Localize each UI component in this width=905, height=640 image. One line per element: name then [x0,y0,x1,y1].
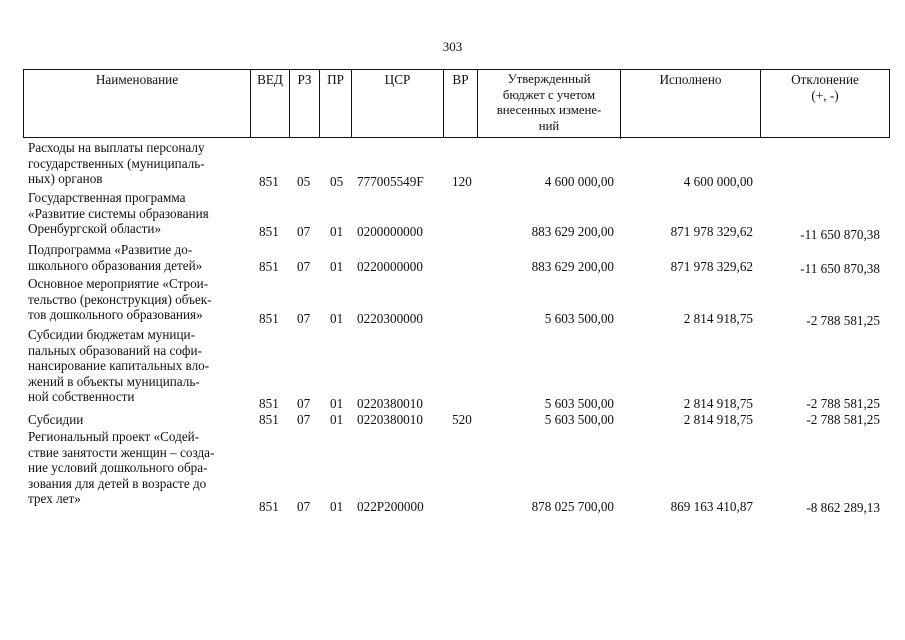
row-name-line: Оренбургской области» [28,221,162,236]
row-name-line: ных) органов [28,171,103,186]
row-name-line: Государственная программа [28,190,186,205]
row-csr: 022P200000 [357,499,424,514]
row-done: 2 814 918,75 [683,412,753,427]
row-name-line: «Развитие системы образования [28,205,209,221]
row-name-line: Субсидии [28,412,84,427]
row-ved: 851 [259,311,279,326]
row-name-line: ной собственности [28,389,135,404]
row-name-line: ние условий дошкольного обра- [28,460,208,475]
row-budget: 5 603 500,00 [544,396,614,411]
row-rz: 07 [297,311,311,326]
header-ved-label: ВЕД [257,72,283,87]
row-budget: 883 629 200,00 [531,259,614,274]
header-rz [290,70,320,137]
header-done [621,70,761,137]
table-header [23,69,890,138]
row-done: 2 814 918,75 [683,396,753,411]
row-csr: 777005549F [357,174,424,189]
row-vr: 120 [452,174,472,189]
header-done-label: Исполнено [659,72,722,87]
row-pr: 01 [330,396,344,411]
row-csr: 0220380010 [357,396,423,411]
row-name-line: Основное мероприятие «Строи- [28,276,209,291]
row-name-line: нансирование капитальных вло- [28,358,210,373]
row-pr: 01 [330,311,344,326]
row-name-line: Расходы на выплаты персоналу [28,140,205,155]
row-budget: 5 603 500,00 [544,311,614,326]
row-ved: 851 [259,224,279,239]
row-name [28,429,236,507]
row-name-line: Подпрограмма «Развитие до- [28,242,193,257]
row-deviation: -11 650 870,38 [800,261,880,276]
row-done: 871 978 329,62 [670,259,753,274]
row-name-line: тельство (реконструкция) объек- [28,291,212,307]
row-name-line: тов дошкольного образования» [28,307,203,322]
row-pr: 05 [330,174,344,189]
header-budget-line-3: внесенных измене- [496,103,602,117]
row-csr: 0220380010 [357,412,423,427]
row-name [28,140,236,187]
row-budget: 878 025 700,00 [531,499,614,514]
header-name [24,70,251,137]
header-budget-line-2: бюджет с учетом [502,87,596,102]
row-done: 4 600 000,00 [683,174,753,189]
row-done: 871 978 329,62 [670,224,753,239]
row-name-line: Субсидии бюджетам муници- [28,327,195,342]
header-budget [478,70,621,139]
row-deviation: -8 862 289,13 [806,500,880,515]
header-deviation [761,70,889,137]
row-budget: 4 600 000,00 [544,174,614,189]
row-ved: 851 [259,499,279,514]
row-deviation: -2 788 581,25 [806,396,880,411]
row-name [28,242,236,273]
header-budget-line-1: Утвержденный [507,72,591,86]
row-pr: 01 [330,412,344,427]
header-budget-line-4: ний [538,118,560,133]
row-budget: 5 603 500,00 [544,412,614,427]
row-budget: 883 629 200,00 [531,224,614,239]
row-name-line: зования для детей в возрасте до [28,475,207,491]
row-done: 869 163 410,87 [670,499,753,514]
row-name [28,327,236,405]
row-rz: 07 [297,259,311,274]
row-name-line: жений в объекты муниципаль- [28,373,200,389]
row-csr: 0220300000 [357,311,423,326]
header-vr-label: ВР [452,72,469,87]
header-ved [251,70,290,137]
row-rz: 07 [297,499,311,514]
header-deviation-line-1: Отклонение [791,72,859,87]
row-pr: 01 [330,499,344,514]
row-rz: 05 [297,174,311,189]
header-deviation-line-2: (+, -) [811,87,839,103]
row-deviation: -2 788 581,25 [806,412,880,427]
row-csr: 0220000000 [357,259,423,274]
row-ved: 851 [259,174,279,189]
row-name-line: Региональный проект «Содей- [28,429,200,444]
row-deviation: -11 650 870,38 [800,227,880,242]
row-ved: 851 [259,259,279,274]
header-vr [444,70,478,137]
row-vr: 520 [452,412,472,427]
row-rz: 07 [297,396,311,411]
header-rz-label: РЗ [297,72,312,87]
row-pr: 01 [330,259,344,274]
row-rz: 07 [297,224,311,239]
header-csr [352,70,444,137]
row-name [28,412,236,428]
header-pr-label: ПР [327,72,344,87]
header-csr-label: ЦСР [384,72,411,87]
row-name [28,276,236,323]
header-pr [320,70,352,137]
row-name [28,190,236,237]
row-name-line: трех лет» [28,491,81,506]
row-rz: 07 [297,412,311,427]
page-number: 303 [442,39,463,54]
row-deviation: -2 788 581,25 [806,313,880,328]
row-ved: 851 [259,396,279,411]
row-csr: 0200000000 [357,224,423,239]
row-name-line: школьного образования детей» [28,257,203,273]
row-pr: 01 [330,224,344,239]
row-name-line: ствие занятости женщин – созда- [28,444,215,460]
row-name-line: пальных образований на софи- [28,342,202,358]
row-name-line: государственных (муниципаль- [28,155,205,171]
row-done: 2 814 918,75 [683,311,753,326]
row-ved: 851 [259,412,279,427]
header-name-label: Наименование [95,72,179,87]
